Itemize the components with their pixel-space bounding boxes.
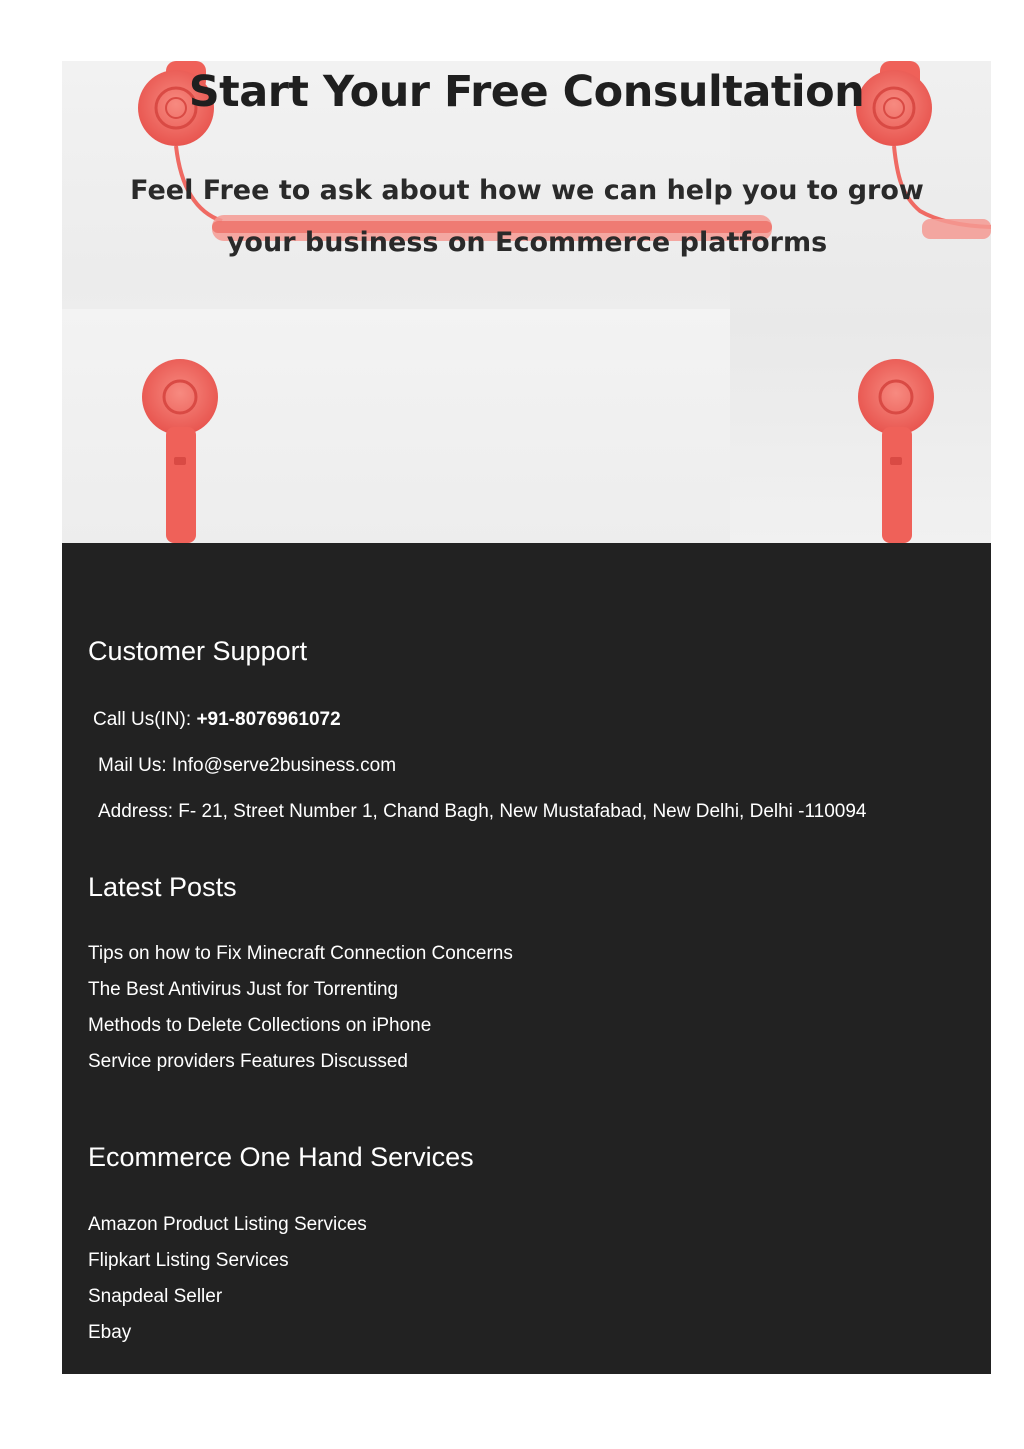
- service-link[interactable]: Ebay: [88, 1322, 132, 1343]
- services-heading: Ecommerce One Hand Services: [88, 1142, 474, 1172]
- service-link[interactable]: Flipkart Listing Services: [88, 1250, 289, 1271]
- address-label: Address:: [98, 801, 179, 822]
- customer-support-heading: Customer Support: [88, 636, 308, 666]
- site-footer: [62, 543, 991, 1374]
- mail-us-label: Mail Us:: [98, 755, 172, 776]
- phone-handset-icon: [858, 359, 934, 543]
- telephone-illustration: [62, 61, 991, 543]
- call-us-number[interactable]: +91-8076961072: [196, 709, 341, 730]
- mail-us-line: [98, 755, 396, 777]
- consultation-hero: [62, 61, 991, 543]
- latest-post-link[interactable]: Tips on how to Fix Minecraft Connection Concerns: [88, 943, 513, 964]
- mail-us-email[interactable]: Info@serve2business.com: [171, 755, 397, 776]
- latest-posts-heading: Latest Posts: [88, 872, 237, 902]
- hero-subtitle: Feel Free to ask about how we can help you to grow your business on Ecommerce platforms: [130, 175, 924, 258]
- service-link[interactable]: Snapdeal Seller: [88, 1286, 223, 1307]
- call-us-label: Call Us(IN):: [93, 709, 197, 730]
- latest-post-link[interactable]: The Best Antivirus Just for Torrenting: [88, 979, 399, 1000]
- address-line: [98, 801, 867, 823]
- page-frame: [62, 61, 991, 1374]
- latest-post-link[interactable]: Methods to Delete Collections on iPhone: [88, 1015, 432, 1036]
- phone-handset-icon: [142, 359, 218, 543]
- latest-post-link[interactable]: Service providers Features Discussed: [88, 1051, 408, 1072]
- address-value: F- 21, Street Number 1, Chand Bagh, New Mustafabad, New Delhi, Delhi -110094: [178, 801, 867, 822]
- call-us-line: [93, 709, 341, 731]
- hero-title: Start Your Free Consultation: [188, 67, 865, 117]
- service-link[interactable]: Amazon Product Listing Services: [88, 1214, 367, 1235]
